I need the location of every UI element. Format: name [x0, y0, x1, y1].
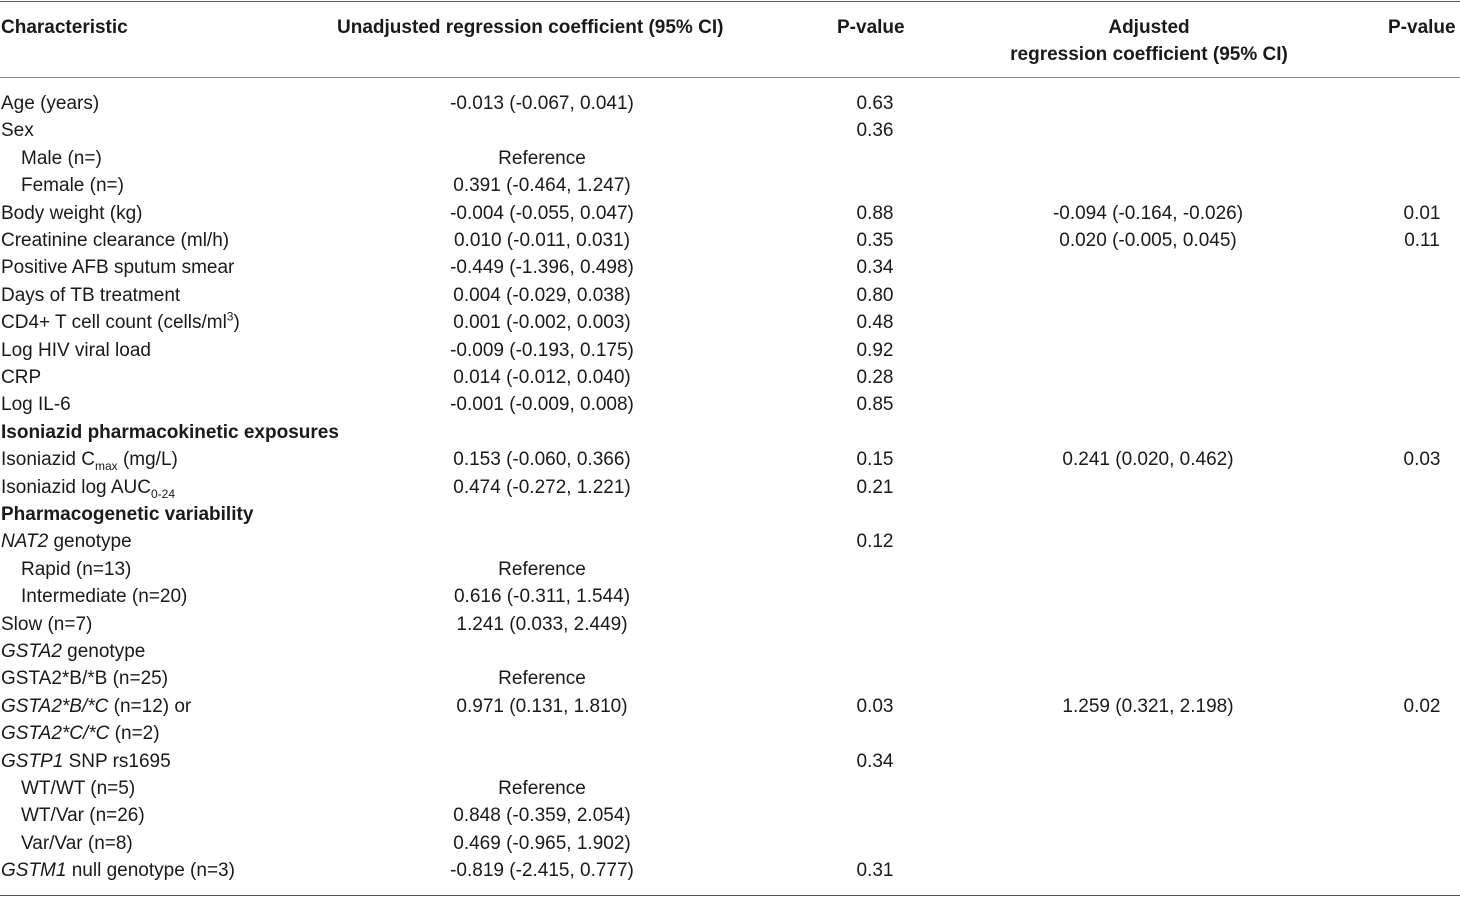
row-label-text: Intermediate (n=20): [21, 586, 188, 607]
table-row: [0, 638, 1460, 665]
row-label: [1, 90, 99, 117]
table-row: [0, 90, 1460, 117]
table-top-rule: [0, 1, 1460, 2]
gene-name: GSTA2*B/*C: [1, 696, 109, 717]
unadjusted-coefficient-cell: 0.469 (-0.965, 1.902): [453, 833, 631, 854]
header-unadjusted: Unadjusted regression coefficient (95% CI): [337, 17, 724, 38]
unadjusted-coefficient-cell: 0.001 (-0.002, 0.003): [453, 312, 631, 333]
row-label-text: Creatinine clearance (ml/h): [1, 230, 230, 251]
row-label-text: Slow (n=7): [1, 614, 93, 635]
row-label-subscript: 0-24: [150, 486, 175, 501]
unadjusted-coefficient-cell: Reference: [498, 778, 586, 799]
section-heading: [1, 501, 253, 528]
row-label: [1, 309, 240, 336]
unadjusted-p-value-cell: 0.28: [856, 367, 894, 388]
header-adjusted: [1000, 14, 1298, 68]
table-row: [0, 446, 1460, 473]
unadjusted-coefficient-cell: 0.391 (-0.464, 1.247): [453, 175, 631, 196]
row-label: [1, 337, 151, 364]
table-row: [0, 254, 1460, 281]
row-label-text: genotype: [48, 531, 132, 552]
header-p-value-unadjusted: P-value: [837, 17, 905, 38]
row-label: [1, 446, 178, 473]
unadjusted-coefficient-cell: 0.010 (-0.011, 0.031): [453, 230, 631, 251]
unadjusted-p-value-cell: 0.85: [856, 394, 894, 415]
row-label-superscript: 3: [226, 309, 234, 324]
unadjusted-coefficient-cell: Reference: [498, 559, 586, 580]
table-row: [0, 611, 1460, 638]
unadjusted-coefficient-cell: 0.616 (-0.311, 1.544): [453, 586, 631, 607]
row-label-text: Isoniazid pharmacokinetic exposures: [1, 422, 339, 443]
gene-name: NAT2: [1, 531, 49, 552]
unadjusted-p-value-cell: 0.12: [856, 531, 894, 552]
table-row: [0, 528, 1460, 555]
gene-name: GSTA2: [1, 641, 62, 662]
table-bottom-rule: [0, 895, 1460, 896]
unadjusted-p-value-cell: 0.88: [856, 203, 894, 224]
unadjusted-coefficient-cell: -0.001 (-0.009, 0.008): [450, 394, 634, 415]
unadjusted-p-value-cell: 0.34: [856, 751, 894, 772]
unadjusted-p-value-cell: 0.63: [856, 93, 894, 114]
table-row: [0, 830, 1460, 857]
header-rule: [0, 77, 1460, 78]
row-label-text: Isoniazid log AUC: [1, 477, 151, 498]
row-label: [21, 802, 145, 829]
row-label-text: (n=2): [109, 723, 160, 744]
table-row: [0, 501, 1460, 528]
row-label-text: Body weight (kg): [1, 203, 143, 224]
table-row: [0, 775, 1460, 802]
unadjusted-p-value-cell: 0.80: [856, 285, 894, 306]
row-label-text: CD4+ T cell count (cells/ml: [1, 312, 227, 333]
gene-name: GSTP1: [1, 751, 64, 772]
unadjusted-p-value-cell: 0.31: [856, 860, 894, 881]
table-row: [0, 145, 1460, 172]
row-label: [21, 775, 135, 802]
row-label: [21, 172, 124, 199]
table-row: [0, 309, 1460, 336]
row-label: [21, 830, 133, 857]
row-label-text: WT/Var (n=26): [21, 805, 145, 826]
adjusted-coefficient-cell: -0.094 (-0.164, -0.026): [1052, 203, 1244, 224]
adjusted-p-value-cell: 0.11: [1404, 230, 1440, 251]
row-label: [1, 364, 41, 391]
unadjusted-coefficient-cell: 0.153 (-0.060, 0.366): [453, 449, 631, 470]
row-label-text: Days of TB treatment: [1, 285, 181, 306]
unadjusted-p-value-cell: 0.34: [856, 257, 894, 278]
adjusted-coefficient-cell: 0.241 (0.020, 0.462): [1062, 449, 1234, 470]
table-row: [0, 693, 1460, 720]
unadjusted-coefficient-cell: -0.819 (-2.415, 0.777): [450, 860, 634, 881]
row-label-text: Male (n=): [21, 148, 102, 169]
row-label-text: Log IL-6: [1, 394, 71, 415]
unadjusted-p-value-cell: 0.35: [856, 230, 894, 251]
table-row: [0, 720, 1460, 747]
row-label: [1, 857, 235, 884]
unadjusted-coefficient-cell: -0.004 (-0.055, 0.047): [450, 203, 634, 224]
row-label-text: null genotype (n=3): [66, 860, 235, 881]
row-label-text: GSTA2*B/*B (n=25): [1, 668, 169, 689]
header-adjusted-line1: Adjusted: [1108, 17, 1190, 38]
unadjusted-p-value-cell: 0.48: [856, 312, 894, 333]
table-row: [0, 665, 1460, 692]
row-label-text: (n=12) or: [108, 696, 192, 717]
unadjusted-p-value-cell: 0.92: [856, 340, 894, 361]
row-label-text: Isoniazid C: [1, 449, 95, 470]
row-label-text: Pharmacogenetic variability: [1, 504, 254, 525]
row-label: [1, 282, 180, 309]
unadjusted-coefficient-cell: 0.971 (0.131, 1.810): [456, 696, 628, 717]
unadjusted-coefficient-cell: 0.848 (-0.359, 2.054): [453, 805, 631, 826]
row-label: [1, 665, 168, 692]
table-row: [0, 200, 1460, 227]
row-label-suffix: ): [233, 312, 240, 333]
row-label-text: WT/WT (n=5): [21, 778, 136, 799]
section-heading: [1, 419, 339, 446]
table-row: [0, 172, 1460, 199]
table-row: [0, 802, 1460, 829]
row-label-text: genotype: [61, 641, 146, 662]
table-row: [0, 117, 1460, 144]
row-label-text: SNP rs1695: [63, 751, 171, 772]
unadjusted-coefficient-cell: 1.241 (0.033, 2.449): [456, 614, 628, 635]
row-label: [1, 528, 132, 555]
table-row: [0, 583, 1460, 610]
row-label: [21, 583, 187, 610]
gene-name: GSTA2*C/*C: [1, 723, 110, 744]
unadjusted-p-value-cell: 0.15: [856, 449, 894, 470]
row-label-suffix: (mg/L): [117, 449, 178, 470]
row-label-text: Log HIV viral load: [1, 340, 151, 361]
row-label-text: Positive AFB sputum smear: [1, 257, 235, 278]
header-characteristic: Characteristic: [1, 17, 128, 38]
row-label: [1, 200, 143, 227]
unadjusted-coefficient-cell: -0.009 (-0.193, 0.175): [450, 340, 634, 361]
table-row: [0, 556, 1460, 583]
row-label-text: Female (n=): [21, 175, 124, 196]
table-row: [0, 337, 1460, 364]
adjusted-coefficient-cell: 0.020 (-0.005, 0.045): [1059, 230, 1237, 251]
table-row: [0, 282, 1460, 309]
row-label: [1, 227, 229, 254]
row-label: [1, 117, 34, 144]
row-label-subscript: max: [95, 458, 118, 473]
header-p-value-adjusted: P-value: [1388, 17, 1456, 38]
row-label: [1, 693, 191, 720]
row-label-text: Var/Var (n=8): [21, 833, 133, 854]
table-row: [0, 364, 1460, 391]
adjusted-coefficient-cell: 1.259 (0.321, 2.198): [1062, 696, 1234, 717]
table-row: [0, 857, 1460, 884]
adjusted-p-value-cell: 0.02: [1403, 696, 1441, 717]
row-label: [1, 474, 175, 501]
row-label-text: Sex: [1, 120, 34, 141]
unadjusted-coefficient-cell: 0.474 (-0.272, 1.221): [453, 477, 631, 498]
unadjusted-p-value-cell: 0.03: [856, 696, 894, 717]
gene-name: GSTM1: [1, 860, 67, 881]
row-label-text: Rapid (n=13): [21, 559, 132, 580]
unadjusted-coefficient-cell: Reference: [498, 668, 586, 689]
row-label: [1, 254, 234, 281]
row-label: [1, 748, 171, 775]
unadjusted-p-value-cell: 0.21: [856, 477, 894, 498]
unadjusted-p-value-cell: 0.36: [856, 120, 894, 141]
adjusted-p-value-cell: 0.03: [1403, 449, 1441, 470]
unadjusted-coefficient-cell: 0.014 (-0.012, 0.040): [453, 367, 631, 388]
unadjusted-coefficient-cell: -0.013 (-0.067, 0.041): [450, 93, 634, 114]
row-label: [1, 720, 160, 747]
row-label: [21, 145, 102, 172]
row-label: [1, 611, 92, 638]
row-label: [1, 638, 145, 665]
adjusted-p-value-cell: 0.01: [1403, 203, 1441, 224]
table-row: [0, 227, 1460, 254]
table-row: [0, 419, 1460, 446]
row-label-text: Age (years): [1, 93, 100, 114]
row-label: [1, 391, 71, 418]
table-row: [0, 474, 1460, 501]
table-row: [0, 748, 1460, 775]
unadjusted-coefficient-cell: -0.449 (-1.396, 0.498): [450, 257, 634, 278]
row-label-text: CRP: [1, 367, 42, 388]
unadjusted-coefficient-cell: Reference: [498, 148, 586, 169]
table-row: [0, 391, 1460, 418]
unadjusted-coefficient-cell: 0.004 (-0.029, 0.038): [453, 285, 631, 306]
row-label: [21, 556, 131, 583]
header-adjusted-line2: regression coefficient (95% CI): [1010, 44, 1288, 65]
